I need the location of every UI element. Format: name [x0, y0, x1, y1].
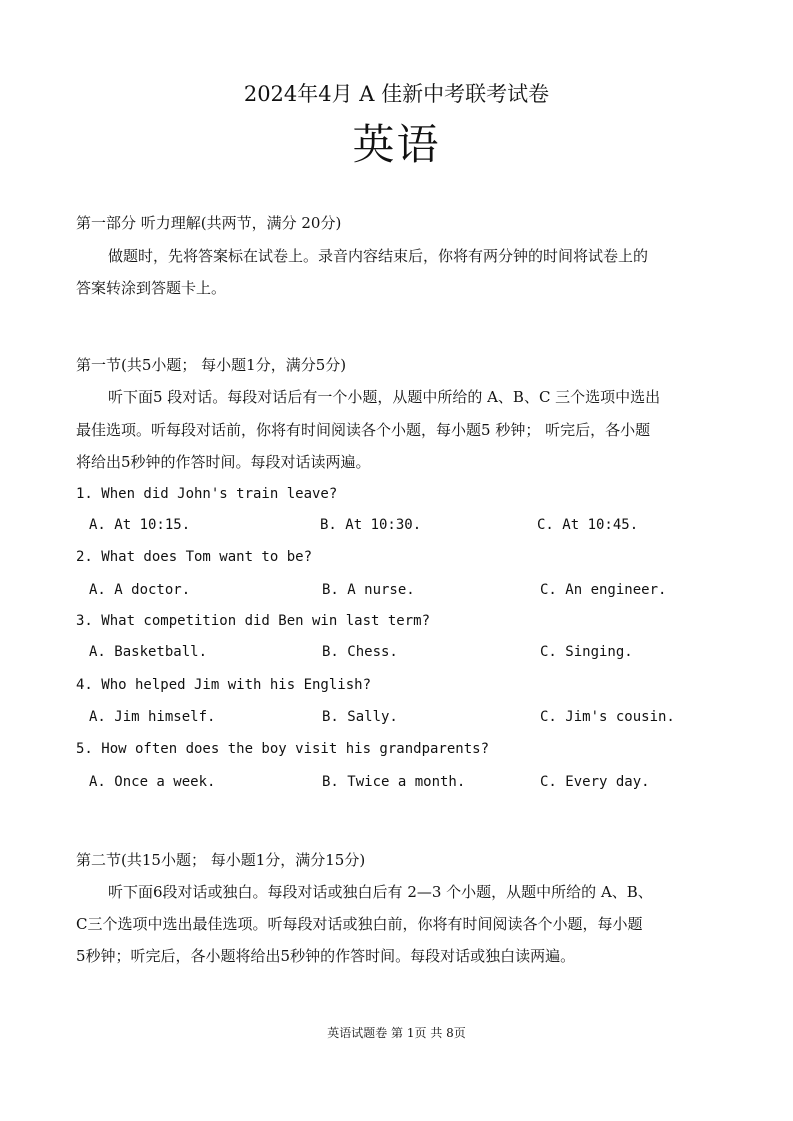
question-1-option-b: B. At 10:30. — [320, 517, 422, 533]
page-footer: 英语试题卷 第 1页 共 8页 — [327, 1026, 466, 1040]
section2-instruction-line1: 听下面6段对话或独白。每段对话或独白后有 2—3 个小题，从题中所给的 A、B、 — [108, 883, 653, 901]
question-4-option-b: B. Sally. — [322, 709, 398, 725]
question-4-option-a: A. Jim himself. — [89, 709, 216, 725]
question-5-option-b: B. Twice a month. — [322, 774, 466, 790]
question-3-option-a: A. Basketball. — [89, 644, 208, 660]
question-2-option-a: A. A doctor. — [89, 582, 191, 598]
section2-instruction-line3: 5秒钟；听完后，各小题将给出5秒钟的作答时间。每段对话或独白读两遍。 — [76, 947, 576, 965]
question-4-stem: 4. Who helped Jim with his English? — [76, 677, 372, 693]
question-3-stem: 3. What competition did Ben win last term? — [76, 613, 431, 629]
question-1-option-c: C. At 10:45. — [537, 517, 639, 533]
question-4-option-c: C. Jim's cousin. — [540, 709, 675, 725]
subject-title: 英语 — [352, 120, 441, 169]
question-1-stem: 1. When did John's train leave? — [76, 486, 338, 502]
part1-instruction-line1: 做题时，先将答案标在试卷上。录音内容结束后，你将有两分钟的时间将试卷上的 — [108, 247, 649, 265]
part1-instruction-line2: 答案转涂到答题卡上。 — [76, 279, 227, 297]
section1-instruction-line2: 最佳选项。听每段对话前，你将有时间阅读各个小题，每小题5 秒钟； 听完后，各小题 — [76, 421, 651, 439]
section1-instruction-line3: 将给出5秒钟的作答时间。每段对话读两遍。 — [76, 453, 371, 471]
question-2-option-c: C. An engineer. — [540, 582, 667, 598]
section1-instruction-line1: 听下面5 段对话。每段对话后有一个小题，从题中所给的 A、B、C 三个选项中选出 — [108, 388, 661, 406]
question-5-option-c: C. Every day. — [540, 774, 650, 790]
section1-heading: 第一节(共5小题； 每小题1分，满分5分) — [76, 356, 347, 374]
part1-heading: 第一部分 听力理解(共两节，满分 20分) — [76, 214, 342, 232]
question-2-stem: 2. What does Tom want to be? — [76, 549, 313, 565]
question-3-option-c: C. Singing. — [540, 644, 633, 660]
section2-heading: 第二节(共15小题； 每小题1分，满分15分) — [76, 851, 366, 869]
question-5-option-a: A. Once a week. — [89, 774, 216, 790]
exam-title: 2024年4月 A 佳新中考联考试卷 — [243, 82, 550, 106]
section2-instruction-line2: C三个选项中选出最佳选项。听每段对话或独白前，你将有时间阅读各个小题，每小题 — [76, 915, 643, 933]
question-3-option-b: B. Chess. — [322, 644, 398, 660]
question-1-option-a: A. At 10:15. — [89, 517, 191, 533]
question-5-stem: 5. How often does the boy visit his grandparents? — [76, 741, 490, 757]
question-2-option-b: B. A nurse. — [322, 582, 415, 598]
